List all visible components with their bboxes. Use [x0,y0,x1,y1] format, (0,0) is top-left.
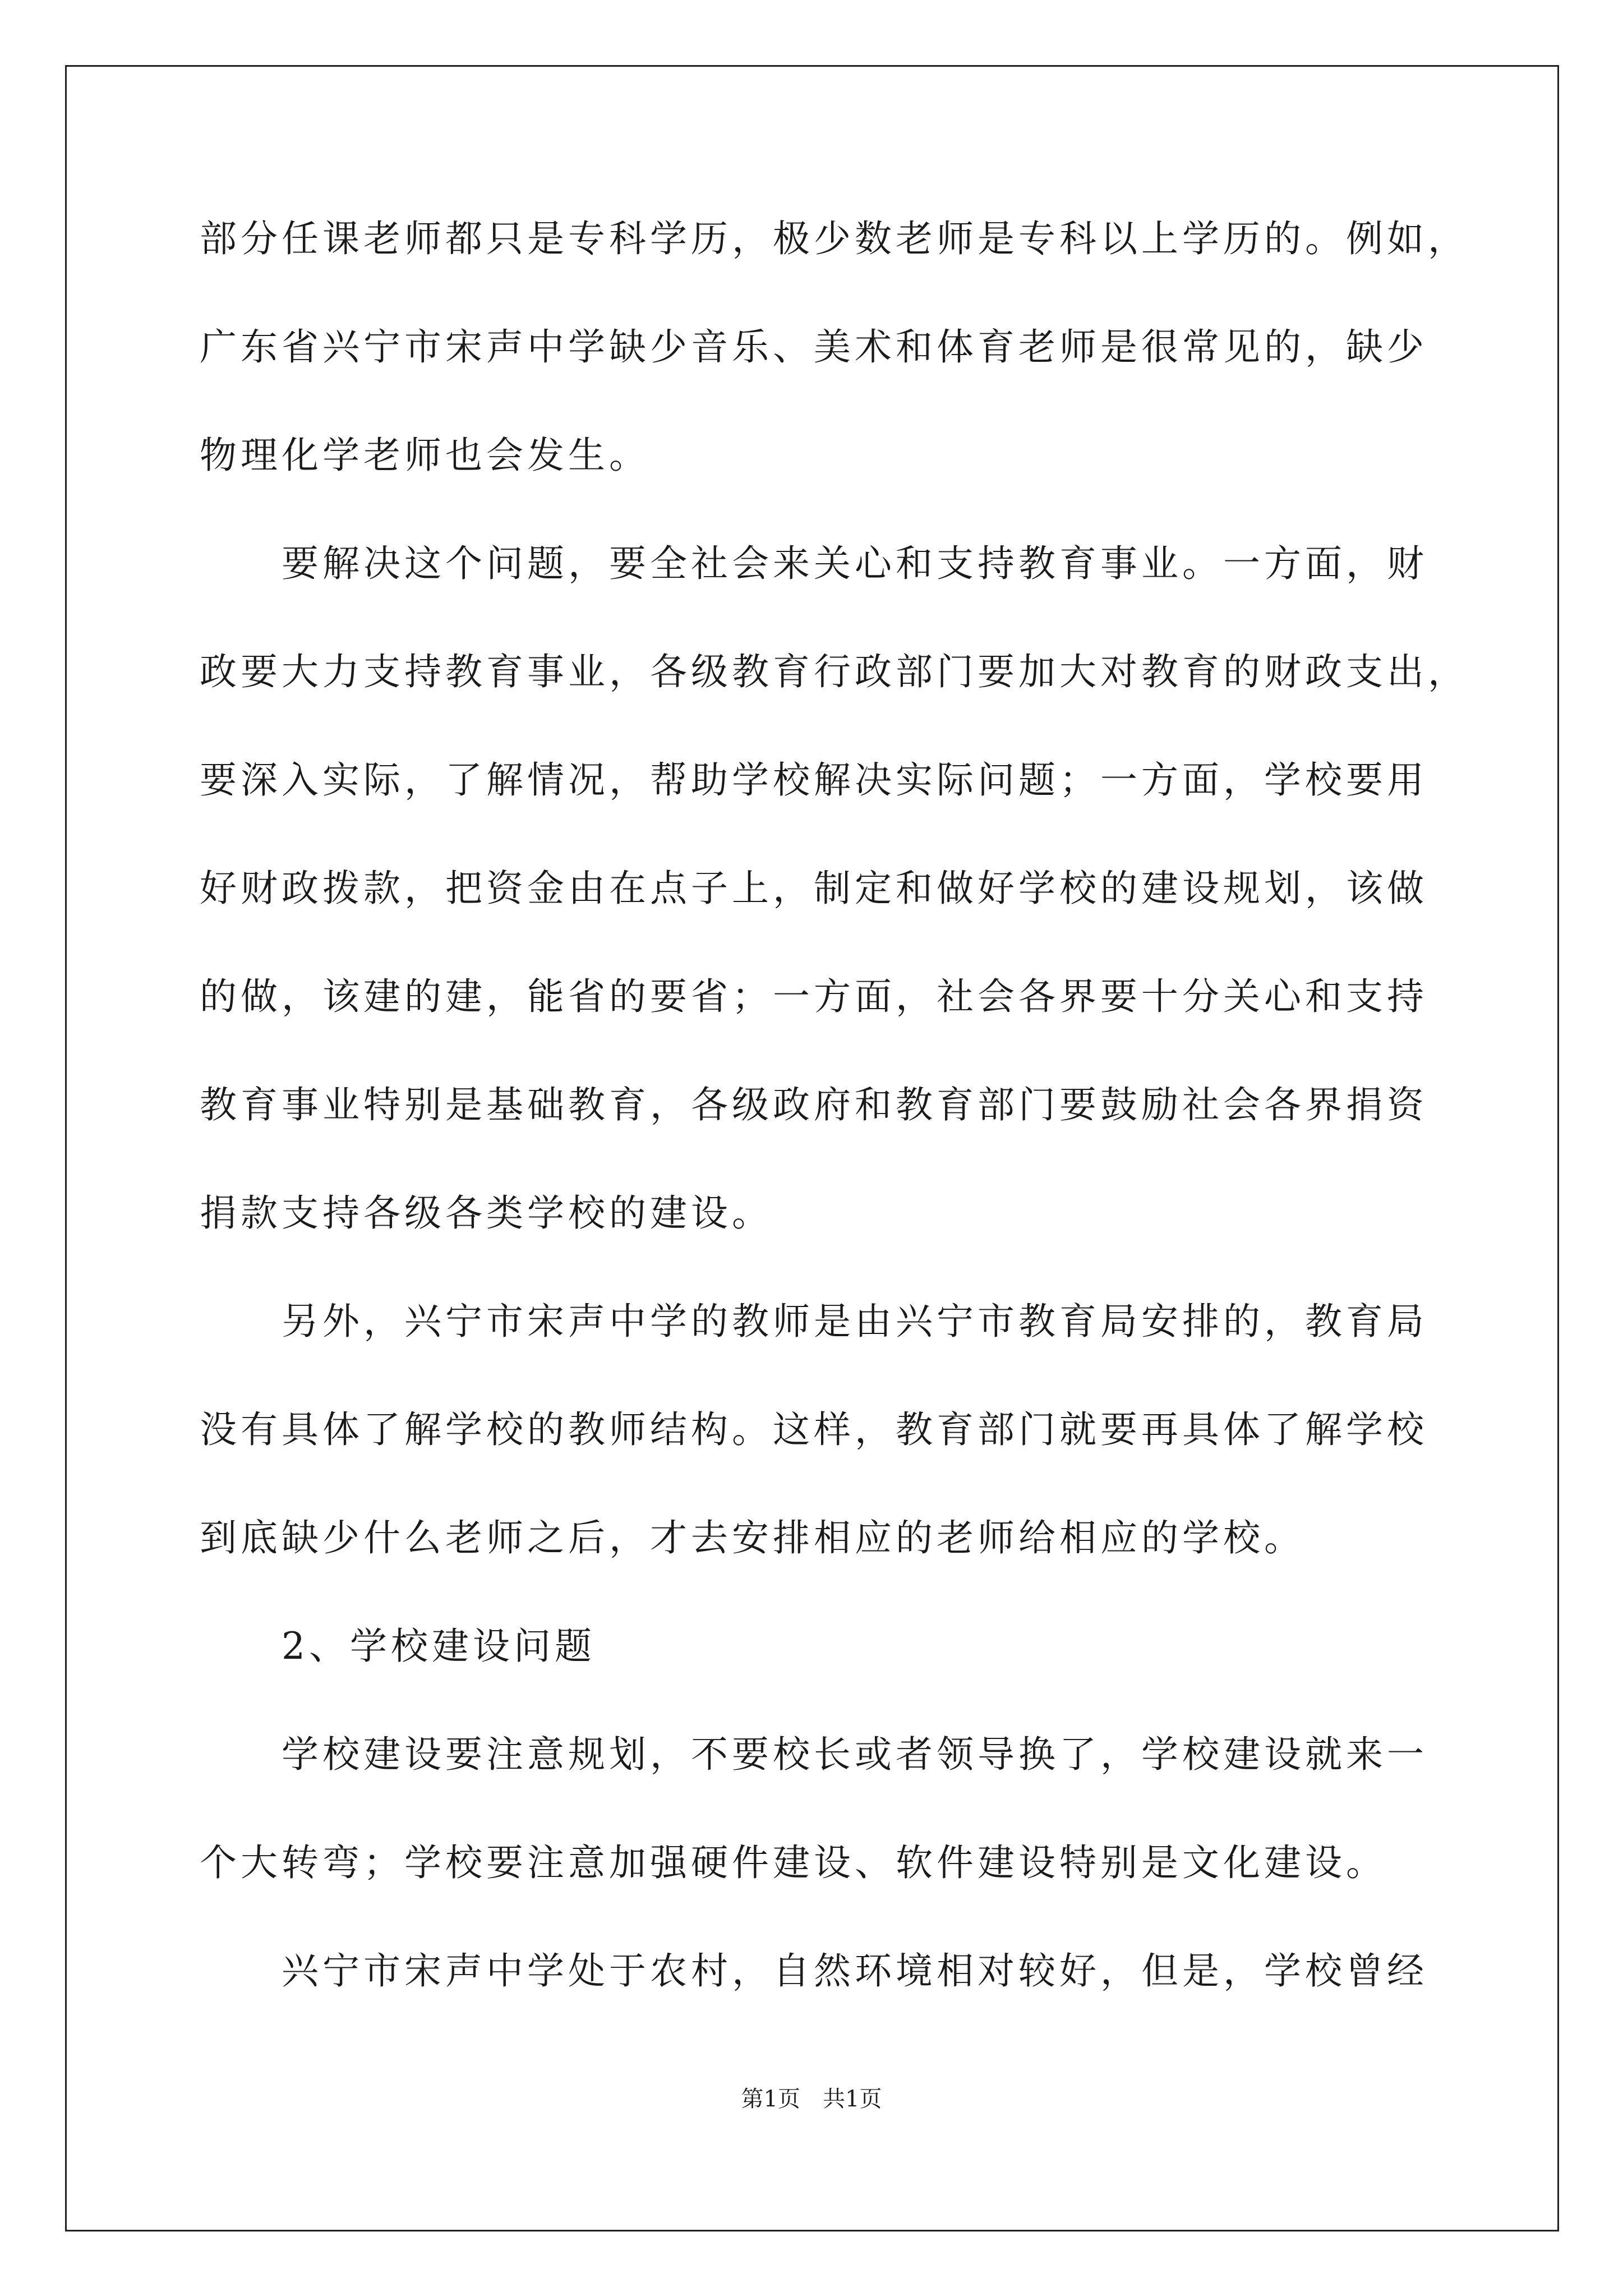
text-line: 广东省兴宁市宋声中学缺少音乐、美术和体育老师是很常见的，缺少 [200,325,1428,369]
text-line-paragraph-start: 要解决这个问题，要全社会来关心和支持教育事业。一方面，财 [282,542,1428,585]
text-line: 的做，该建的建，能省的要省；一方面，社会各界要十分关心和支持 [200,975,1428,1018]
text-line: 物理化学老师也会发生。 [200,434,650,477]
text-line: 到底缺少什么老师之后，才去安排相应的老师给相应的学校。 [200,1516,1305,1559]
text-line: 个大转弯；学校要注意加强硬件建设、软件建设特别是文化建设。 [200,1841,1387,1884]
text-line: 好财政拨款，把资金由在点子上，制定和做好学校的建设规划，该做 [200,867,1428,910]
text-line: 要深入实际，了解情况，帮助学校解决实际问题；一方面，学校要用 [200,758,1428,802]
text-line: 教育事业特别是基础教育，各级政府和教育部门要鼓励社会各界捐资 [200,1083,1428,1126]
page-number-footer: 第1页 共1页 [741,2086,882,2112]
text-line: 没有具体了解学校的教师结构。这样，教育部门就要再具体了解学校 [200,1408,1428,1451]
text-line-paragraph-start: 兴宁市宋声中学处于农村，自然环境相对较好，但是，学校曾经 [282,1949,1428,1993]
text-line: 政要大力支持教育事业，各级教育行政部门要加大对教育的财政支出， [200,650,1469,693]
document-body [200,219,1490,2059]
text-line: 部分任课老师都只是专科学历，极少数老师是专科以上学历的。例如， [200,217,1469,260]
section-heading: 2、学校建设问题 [282,1625,596,1668]
text-line-paragraph-start: 学校建设要注意规划，不要校长或者领导换了，学校建设就来一 [282,1733,1428,1776]
text-line: 捐款支持各级各类学校的建设。 [200,1191,773,1235]
text-line-paragraph-start: 另外，兴宁市宋声中学的教师是由兴宁市教育局安排的，教育局 [282,1300,1428,1343]
